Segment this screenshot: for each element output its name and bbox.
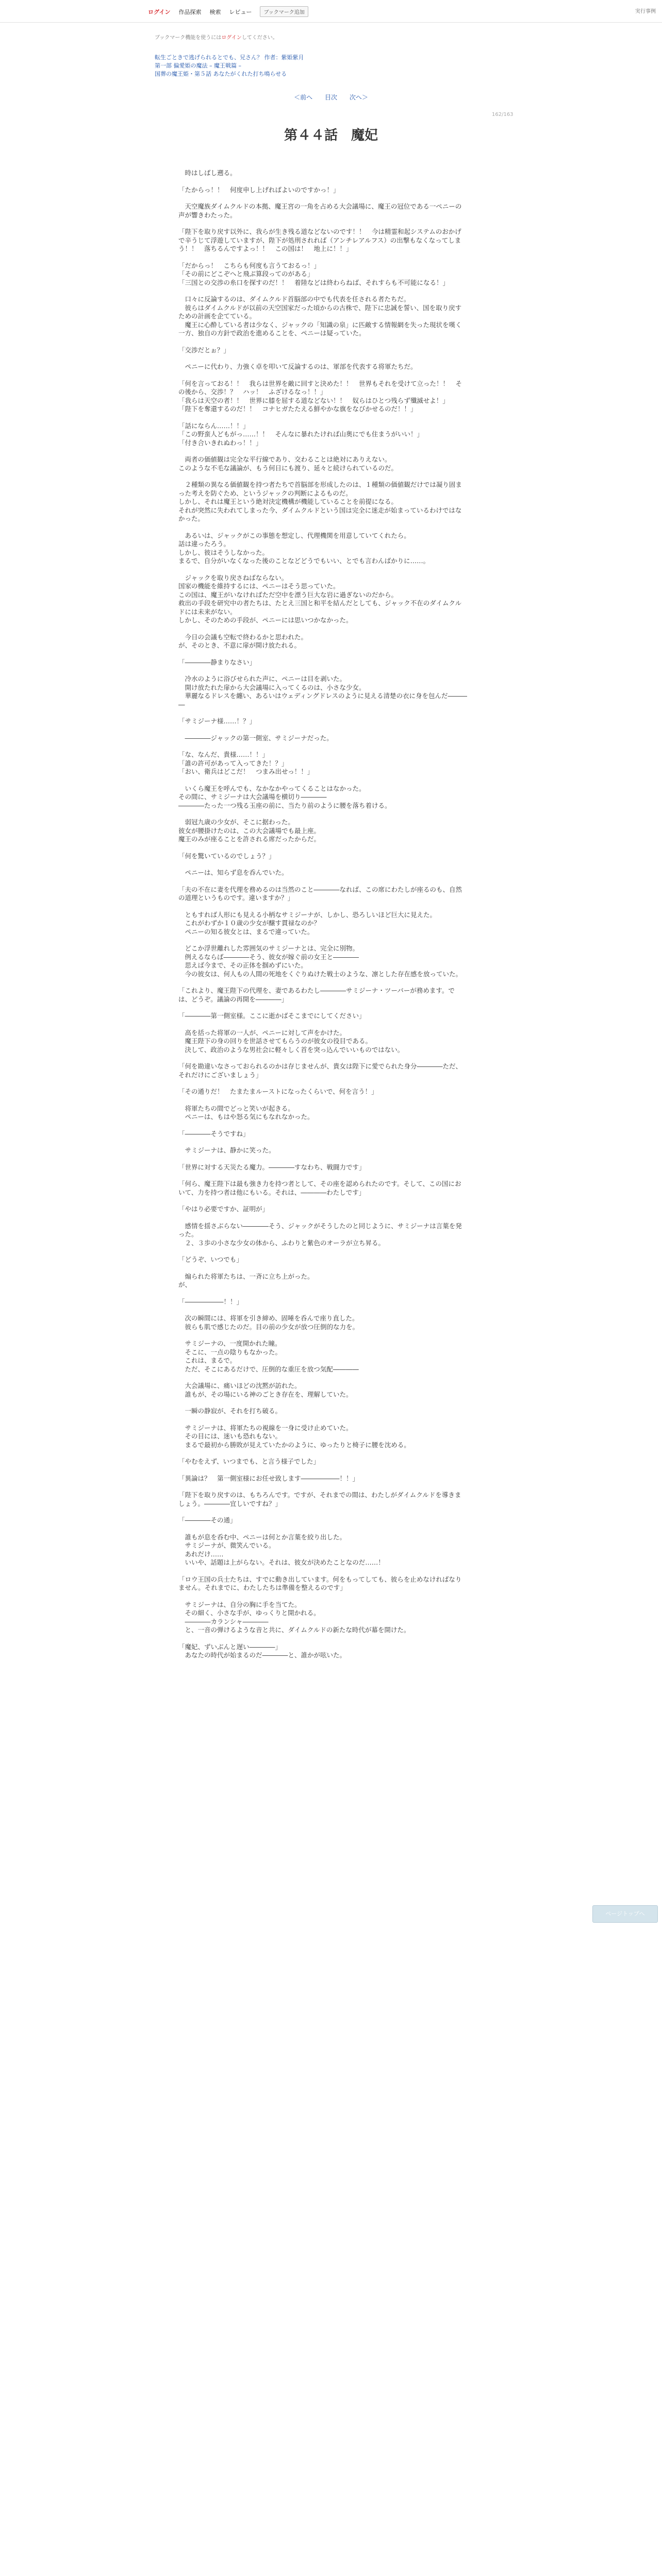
novel-paragraph: 「どうぞ、いつでも」 bbox=[178, 1256, 243, 1263]
novel-paragraph: 「な、なんだ、貴様……！！」 「誰の許可があって入ってきた！？」 「おい、衛兵はどこだ！ つまみ出せっ！！」 bbox=[178, 751, 314, 775]
login-link[interactable]: ログイン bbox=[148, 8, 171, 15]
review-link[interactable]: レビュー bbox=[229, 8, 252, 15]
novel-paragraph: 「だからっ！ こちらも何度も言うておるっ！」 「その前にどこぞへと飛ぶ算段ってのがある」 「三国との交渉の糸口を探すのだ！！ 着陸などは終わらねば、それすらも不可能になる！」 bbox=[178, 261, 450, 286]
top-nav-links bbox=[148, 6, 308, 17]
novel-paragraph: 「やはり必要ですか、証明が」 bbox=[178, 1205, 269, 1213]
novel-paragraph: ジャックを取り戻さねばならない。 国家の機能を維持するには、ペニーはそう思っていた。 この国は、魔王がいなければただ空中を漂う巨大な岩に過ぎないのだから。 救出の手段を研究中の者たちは、たとえ三国と和平を結んだとしても、ジャック不在のダイムクルドには未来がない。 しかし、そのための手段が、ペニーには思いつかなかった。 bbox=[178, 573, 462, 624]
novel-paragraph: 大会議場に、痛いほどの沈黙が訪れた。 誰もが、その場にいる神のごとき存在を、理解していた。 bbox=[185, 1382, 353, 1398]
novel-paragraph: 次の瞬間には、将軍を引き締め、固唾を呑んで座り直した。 彼らも肌で感じたのだ。目の前の少女が放つ圧倒的な力を。 bbox=[185, 1314, 359, 1331]
novel-paragraph: どこか浮世離れした雰囲気のサミジーナとは、完全に別物。 例えるならば――――そう、彼女が嫁ぐ前の女王と―――― 思えば今まで、その正体を掴めずにいた。 今の彼女は、何人もの人間の死地をくぐりぬけた戦士のような、凛とした存在感を放っていた。 bbox=[185, 944, 462, 978]
series-part-link[interactable]: 第一部 偏愛姫の魔法 – 魔王戦篇 – bbox=[155, 62, 241, 69]
prev-link[interactable]: ＜前へ bbox=[294, 94, 313, 101]
bookmark-notice bbox=[155, 33, 278, 41]
novel-paragraph: 両者の価値観は完全な平行線であり、交わることは絶対にありえない。 このような不毛な議論が、もう何日にも渡り、延々と続けられているのだ。 bbox=[178, 455, 398, 472]
novel-paragraph: 一瞬の静寂が、それを打ち破る。 bbox=[178, 1407, 282, 1415]
novel-paragraph: 「たからっ！！ 何度申し上げればよいのですかっ！」 bbox=[178, 185, 340, 194]
novel-paragraph: ２種類の異なる価値観を持つ者たちで首脳部を形成したのは、１種類の価値観だけでは凝り固まった考えを防ぐため、というジャックの判断によるものだ。 しかし、それは魔王という絶対決定機構が機能していることを前提になる。 それが突然に失われてしまった今、ダイムクルドという国は完全に迷走が始まっているわけではなかった。 bbox=[178, 481, 462, 522]
novel-paragraph: 「やむをえず、いつまでも、と言う様子でした」 bbox=[178, 1458, 320, 1465]
novel-paragraph: 感情を揺さぶらない――――そう、ジャックがそうしたのと同じように、サミジーナは言葉を発った。 ２、３歩の小さな少女の体から、ふわりと紫色のオーラが立ち昇る。 bbox=[178, 1222, 462, 1247]
novel-paragraph: あるいは、ジャックがこの事態を想定し、代理機関を用意していてくれたら。 話は違ったろう。 しかし、彼はそうしなかった。 まるで、自分がいなくなった後のことなどどうでもいい、とでも言わんばかりに……。 bbox=[178, 531, 430, 565]
novel-paragraph: 「――――第一側室様。ここに逝かばそこまでにしてください」 bbox=[178, 1012, 366, 1020]
notice-text: ブックマーク機能を使うには bbox=[155, 35, 222, 41]
series-chapter-link[interactable]: 国葬の魔王姫・第５話 あなたがくれた打ち鳴らせる bbox=[155, 71, 287, 77]
novel-paragraph: 「魔妃、ずいぶんと遅い――――」 あなたの時代が始まるのだ――――と、誰かが呟いた。 bbox=[178, 1642, 346, 1659]
novel-paragraph: 「――――そうですね」 bbox=[178, 1129, 250, 1138]
novel-paragraph: 冷水のように浴びせられた声に、ペニーは目を剥いた。 開け放たれた扉から大会議場に入ってくるのは、小さな少女。 華麗なるドレスを纏い、あるいはウェディングドレスのように見える清楚の衣に身を包んだ―――― bbox=[178, 675, 468, 708]
novel-paragraph: 弱冠九歳の少女が、そこに据わった。 彼女が腰掛けたのは、この大会議場でも最上座。 魔王のみが座ることを許される席だったからだ。 bbox=[178, 818, 321, 843]
novel-paragraph: 「陛下を取り戻すのは、もちろんです。ですが、それまでの間は、わたしがダイムクルドを導きましょう。――――宜しいですね？」 bbox=[178, 1491, 461, 1507]
novel-paragraph: 「何を驚いているのでしょう？」 bbox=[178, 852, 275, 860]
novel-body bbox=[178, 169, 467, 1668]
bookmark-add-button[interactable]: ブックマーク追加 bbox=[260, 6, 308, 17]
page-top-button[interactable]: ページトップへ bbox=[592, 1905, 658, 1923]
page-number: 162/163 bbox=[492, 112, 514, 117]
novel-paragraph: ともすれば人形にも見える小柄なサミジーナが、しかし、恐ろしいほど巨大に見えた。 これがわずか１０歳の少女が醸す貫禄なのか？ ペニーの知る彼女とは、まるで違っていた。 bbox=[185, 910, 437, 936]
novel-paragraph: 煽られた将軍たちは、一斉に立ち上がった。 が、 bbox=[178, 1272, 314, 1289]
novel-paragraph: 高を括った将軍の一人が、ペニーに対して声をかけた。 魔王陛下の身の回りを世話させてもらうのが彼女の役目である。 決して、政治のような男社会に軽々しく首を突っ込んでいいものではない。 bbox=[185, 1028, 404, 1054]
series-title-link[interactable]: 転生ごときで逃げられるとでも、兄さん？ 作者：紫姫紫月 bbox=[155, 54, 304, 61]
chapter-title: 第４４話 魔妃 bbox=[284, 128, 378, 143]
novel-paragraph: 「異論は？ 第一側室様にお任せ致します――――――！！」 bbox=[178, 1474, 359, 1482]
notice-tail: してください。 bbox=[241, 35, 278, 41]
novel-paragraph: 口々に反論するのは、ダイムクルド首脳部の中でも代表を任される者たちだ。 彼らはダイムクルドが以前の天空国家だった頃からの古株で、陛下に忠誠を誓い、国を取り戻すための計画を企てている。 魔王に心酔している者は少なく、ジャックの「知識の泉」に匹敵する情報網を失った現状を嘆く一方、独自の方針で政治を進めることを、ペニーは疑っていた。 bbox=[178, 295, 462, 337]
novel-paragraph: ――――ジャックの第一側室、サミジーナだった。 bbox=[178, 734, 333, 742]
novel-paragraph: 「その通りだ！ たまたまルーストになったくらいで、何を言う！」 bbox=[178, 1088, 378, 1095]
novel-paragraph: サミジーナは、将軍たちの視線を一身に受け止めていた。 その目には、迷いも恐れもない。 まるで最初から勝敗が見えていたかのように、ゆったりと椅子に腰を沈める。 bbox=[185, 1423, 410, 1449]
novel-paragraph: 「交渉だとぉ？」 bbox=[178, 346, 230, 354]
novel-paragraph: いくら魔王を呼んでも、なかなかやってくることはなかった。 その間に、サミジーナは大会議場を横切り―――― ――――たった一つ残る玉座の前に、当たり前のように腰を落ち着ける。 bbox=[178, 784, 391, 809]
novel-paragraph: 「何ら、魔王陛下は最も強き力を持つ者として、その座を認められたのです。そして、この国において、力を持つ者は他にもいる。それは、――――わたしです」 bbox=[178, 1180, 461, 1196]
novel-paragraph: サミジーナは、静かに笑った。 bbox=[178, 1146, 275, 1154]
novel-paragraph: 今日の会議も空転で終わるかと思われた。 が、そのとき、不意に扉が開け放たれる。 bbox=[178, 633, 308, 649]
novel-paragraph: ペニーは、知らず息を呑んでいた。 bbox=[178, 869, 288, 876]
index-link[interactable]: 目次 bbox=[324, 94, 337, 101]
novel-paragraph: 「世界に対する天災たる魔力。――――すなわち、戦闘力です」 bbox=[178, 1163, 366, 1171]
novel-paragraph: 誰もが息を呑む中、ペニーは何とか言葉を絞り出した。 サミジーナが、微笑んでいる。 あれだけ…… いいや、話題は上がらない。それは、彼女が決めたことなのだ……！ bbox=[185, 1533, 385, 1566]
series-info bbox=[155, 54, 423, 78]
novel-paragraph: ペニーに代わり、力強く卓を叩いて反論するのは、軍部を代表する将軍たちだ。 bbox=[178, 363, 417, 370]
next-link[interactable]: 次へ＞ bbox=[349, 94, 368, 101]
novel-paragraph: 「サミジーナ様……！？」 bbox=[178, 717, 256, 725]
pager-top bbox=[0, 93, 662, 101]
novel-paragraph: 「――――静まりなさい」 bbox=[178, 658, 256, 666]
works-link[interactable]: 作品探索 bbox=[178, 8, 202, 15]
novel-paragraph: 「夫の不在に妻を代理を務めるのは当然のこと――――なれば、この席にわたしが座るのも、自然の道理というものです。違いますか？」 bbox=[178, 885, 462, 902]
novel-paragraph: 天空魔族ダイムクルドの本拠、魔王宮の一角を占める大会議場に、魔王の冠位である一ぺニーの声が響きわたった。 bbox=[178, 202, 462, 219]
search-link[interactable]: 検索 bbox=[209, 8, 221, 15]
notice-login-link[interactable]: ログイン bbox=[221, 35, 242, 41]
novel-paragraph: サミジーナの、一度開かれた瞳。 そこに、一点の陰りもなかった。 これは、まるで。 ただ、そこにあるだけで、圧倒的な重圧を放つ気配―――― bbox=[185, 1340, 359, 1373]
top-right-link[interactable]: 実行事例 bbox=[635, 9, 656, 14]
novel-paragraph: 「話にならん……！！」 「この野蛮人どもがっ……！！ そんなに暴れたければ山奥にでも住まうがいい！」 「付き合いきれぬわっ！！」 bbox=[178, 421, 424, 447]
novel-paragraph: サミジーナは、自分の胸に手を当てた。 その細く、小さな手が、ゆっくりと開かれる。 ――――カランシャ―――― と、一音の弾けるような音と共に、ダイムクルドの新たな時代が幕を開けた。 bbox=[185, 1600, 410, 1634]
novel-paragraph: 「何を言っておる！！ 我らは世界を敵に回すと決めた！！ 世界もそれを受けて立った！！ その後から、交渉！？ ハッ！ ふざけるなっ！！」 「我らは天空の者！！ 世界に膝を屈する道などない！！ 奴らはひとつ残らず殲滅せよ！」 「陛下を奪還するのだ！！ コナヒガたたえる鮮やかな旗をなびかせるのだ！！」 bbox=[178, 379, 462, 413]
novel-paragraph: 「――――その通」 bbox=[178, 1516, 237, 1524]
novel-paragraph: 「――――――！！」 bbox=[178, 1297, 243, 1306]
novel-paragraph: 「ロウ王国の兵士たちは、すでに動き出しています。何をもってしても、彼らを止めなければなりません。それまでに、わたしたちは準備を整えるのです」 bbox=[178, 1575, 462, 1591]
novel-paragraph: 「陛下を取り戻す以外に、我らが生き残る道などないのです！！ 今は精霊和起システムのおかげで辛うじて浮遊していますが、陛下が処刑されれば（アンチレアルフス）の出撃もなくなってしまう！！ 落ちるんですよっ！！ この国は！ 地上に！！」 bbox=[178, 228, 461, 252]
novel-paragraph: 時はしばし遡る。 bbox=[178, 169, 237, 177]
novel-paragraph: 将軍たちの間でどっと笑いが起きる。 ペニーは、もはや怒る気にもなれなかった。 bbox=[185, 1104, 314, 1121]
novel-paragraph: 「何を勘違いなさっておられるのかは存じませんが、貴女は陛下に愛でられた身分――――ただ、それだけにございましょう」 bbox=[178, 1062, 462, 1079]
top-navigation bbox=[0, 0, 662, 23]
novel-paragraph: 「これより、魔王陛下の代理を、妻であるわたし――――サミジーナ・ツーバーが務めます。では、どうぞ。議論の再開を――――」 bbox=[178, 987, 455, 1003]
